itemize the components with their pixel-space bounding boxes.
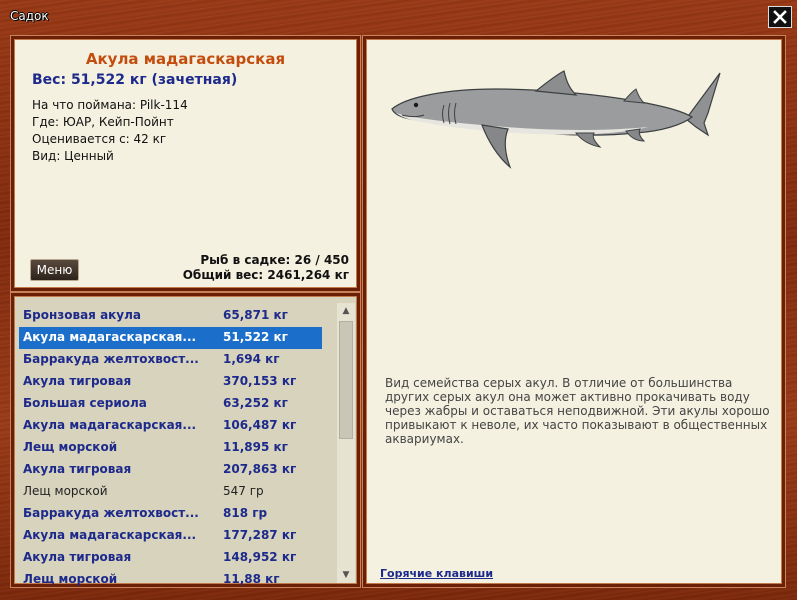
list-item-weight: 63,252 кг <box>223 396 288 410</box>
list-item-weight: 370,153 кг <box>223 374 297 388</box>
close-icon <box>773 10 787 24</box>
list-item-name: Лещ морской <box>23 484 108 498</box>
caught-with: На что поймана: Pilk-114 <box>32 98 188 112</box>
list-item-name: Акула тигровая <box>23 550 132 564</box>
keepnet-stats <box>183 253 349 283</box>
window-title: Садок <box>10 9 49 23</box>
fish-info-panel <box>11 36 360 291</box>
hotkeys-link[interactable]: Горячие клавиши <box>380 567 494 580</box>
list-item[interactable] <box>19 437 322 459</box>
list-item[interactable] <box>19 569 322 591</box>
list-item-name: Бронзовая акула <box>23 308 142 322</box>
list-item[interactable] <box>19 305 322 327</box>
list-item-weight: 1,694 кг <box>223 352 280 366</box>
list-item-weight: 51,522 кг <box>223 330 288 344</box>
total-weight: Общий вес: 2461,264 кг <box>182 268 349 282</box>
list-item-name: Лещ морской <box>23 440 118 454</box>
list-item-selected[interactable] <box>19 327 322 349</box>
list-item[interactable] <box>19 349 322 371</box>
scroll-thumb[interactable] <box>339 321 353 439</box>
list-item-weight: 11,88 кг <box>223 572 280 586</box>
list-item-name: Акула мадагаскарская... <box>23 418 197 432</box>
fish-count: Рыб в садке: 26 / 450 <box>200 253 349 267</box>
list-item-weight: 547 гр <box>223 484 264 498</box>
fish-name: Акула мадагаскарская <box>85 50 286 68</box>
list-scrollbar[interactable] <box>337 303 355 583</box>
list-item[interactable] <box>19 525 322 547</box>
list-item[interactable] <box>19 393 322 415</box>
shark-image <box>386 53 726 183</box>
fish-details <box>32 97 188 165</box>
arrow-down-icon[interactable]: ▼ <box>342 570 350 580</box>
list-item-weight: 207,863 кг <box>223 462 297 476</box>
list-item-weight: 818 гр <box>223 506 268 520</box>
arrow-up-icon[interactable]: ▲ <box>342 306 350 316</box>
list-item[interactable] <box>19 503 322 525</box>
fish-detail-panel <box>363 36 785 587</box>
title-bar <box>0 0 797 34</box>
list-item-name: Акула тигровая <box>23 374 132 388</box>
list-item-weight: 11,895 кг <box>223 440 288 454</box>
list-item-weight: 106,487 кг <box>223 418 297 432</box>
fish-kind: Вид: Ценный <box>32 149 114 163</box>
valued-from: Оценивается с: 42 кг <box>32 132 167 146</box>
list-item-weight: 65,871 кг <box>223 308 288 322</box>
list-item[interactable] <box>19 415 322 437</box>
list-item-name: Акула мадагаскарская... <box>23 330 197 344</box>
list-item[interactable] <box>19 371 322 393</box>
list-item[interactable] <box>19 547 322 569</box>
list-item-name: Акула тигровая <box>23 462 132 476</box>
list-item-name: Акула мадагаскарская... <box>23 528 197 542</box>
list-item-name: Большая сериола <box>23 396 147 410</box>
caught-where: Где: ЮАР, Кейп-Пойнт <box>32 115 174 129</box>
list-item[interactable] <box>19 481 322 503</box>
menu-button[interactable]: Меню <box>30 259 79 281</box>
list-item-name: Барракуда желтохвост... <box>23 506 199 520</box>
list-item[interactable] <box>19 459 322 481</box>
list-item-name: Лещ морской <box>23 572 118 586</box>
fish-list-panel <box>11 293 360 587</box>
fish-weight: Вес: 51,522 кг (зачетная) <box>32 72 238 88</box>
list-item-weight: 177,287 кг <box>223 528 297 542</box>
list-item-name: Барракуда желтохвост... <box>23 352 199 366</box>
fish-description: Вид семейства серых акул. В отличие от большинства других серых акул она может активно прокачивать воду через жабры и оставаться неподвижной. Эти акулы хорошо привыкают к неволе, их часто показывают в общественных аквариумах. <box>385 376 770 446</box>
list-item-weight: 148,952 кг <box>223 550 297 564</box>
close-button[interactable] <box>768 6 792 28</box>
fish-list <box>19 305 322 591</box>
